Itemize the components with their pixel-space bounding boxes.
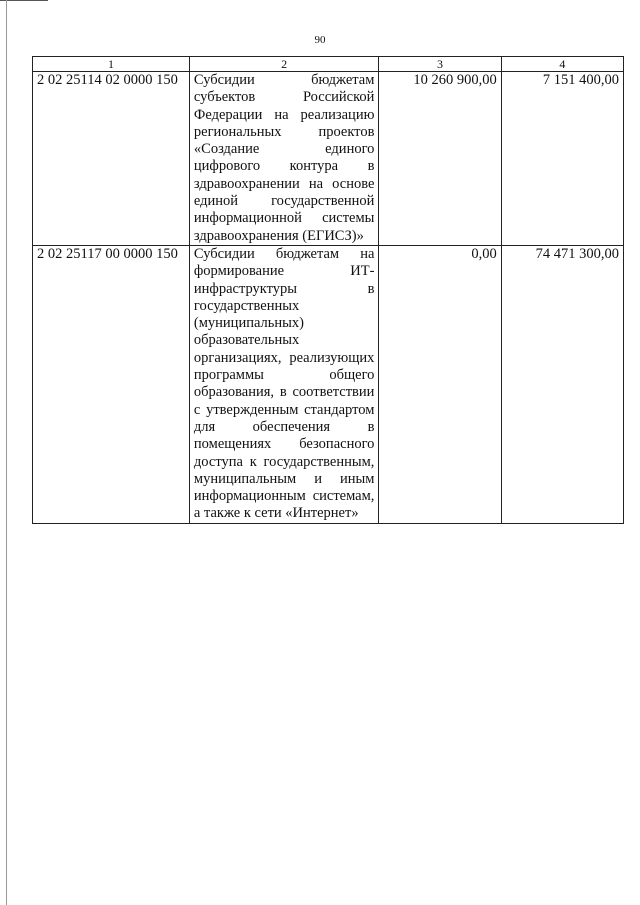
description-cell: Субсидии бюджетам субъектов Российской Федерации на реализацию региональных проектов «Создание единого цифрового контура в здравоохранении на основе единой государственной информационной системы здравоохранения (ЕГИСЗ)» [189,72,379,246]
page-number: 90 [314,34,326,46]
column-header-3: 3 [379,57,501,72]
amount-col3-cell: 0,00 [379,245,501,523]
column-header-2: 2 [189,57,379,72]
scan-edge-left [6,0,7,905]
amount-col4-cell: 74 471 300,00 [501,245,623,523]
amount-col4-cell: 7 151 400,00 [501,72,623,246]
table-header-row [33,57,624,72]
table-row [33,72,624,246]
budget-code-cell: 2 02 25114 02 0000 150 [33,72,190,246]
scan-edge-top [0,0,48,1]
table-row [33,245,624,523]
column-header-1: 1 [33,57,190,72]
column-header-4: 4 [501,57,623,72]
budget-table [32,56,624,524]
description-cell: Субсидии бюджетам на формирование ИТ-инфраструктуры в государственных (муниципальных) образовательных организациях, реализующих программы общего образования, в соответствии с утвержденным стандартом для обеспечения в помещениях безопасного доступа к государственным, муниципальным и иным информационным системам, а также к сети «Интернет» [189,245,379,523]
budget-code-cell: 2 02 25117 00 0000 150 [33,245,190,523]
amount-col3-cell: 10 260 900,00 [379,72,501,246]
